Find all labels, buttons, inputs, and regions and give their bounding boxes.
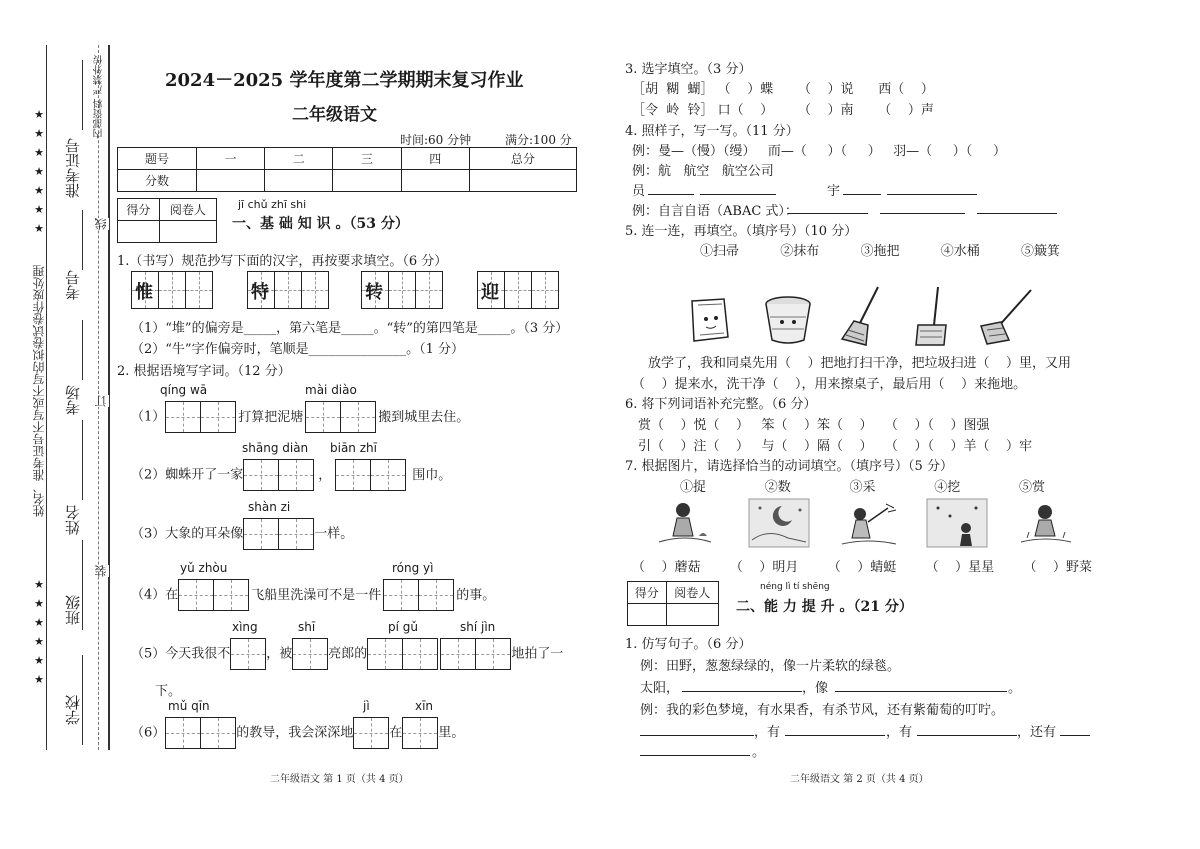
q2-3-post: 一样。: [314, 526, 354, 542]
q7-blank[interactable]: （ ）星星: [925, 560, 995, 575]
answer-grid[interactable]: [335, 459, 406, 491]
score-cell[interactable]: [333, 170, 401, 192]
q4-row2: 例：航 航空 航空公司: [632, 164, 774, 179]
q2-2-post: 围巾。: [412, 467, 452, 483]
answer-line[interactable]: [835, 691, 1007, 692]
section2-title: 二、能 力 提 升 。（21 分）: [736, 599, 913, 615]
sidebar-school-label: 学校: [64, 695, 82, 725]
class-field[interactable]: [82, 540, 83, 630]
q7-option: ⑤赏: [1018, 480, 1045, 495]
score-table: [117, 147, 577, 192]
pinyin: pí gǔ: [388, 620, 418, 634]
q7-blank[interactable]: （ ）蜻蜓: [827, 560, 897, 575]
grader-box-1: [117, 198, 217, 243]
copy-grid[interactable]: [158, 271, 186, 309]
score-table-header: 总分: [469, 148, 576, 170]
score-cell[interactable]: [197, 170, 265, 192]
answer-line[interactable]: [648, 194, 694, 195]
page1-subtitle: 二年级语文: [292, 105, 377, 125]
answer-line[interactable]: [1060, 735, 1090, 736]
q2-1-row: [131, 401, 469, 433]
q2-1-post: 搬到城里去住。: [378, 409, 470, 425]
q7-text: 7. 根据图片，请选择恰当的动词填空。（填序号）（5 分）: [625, 459, 953, 474]
answer-grid[interactable]: [243, 459, 314, 491]
page1-title: 2024－2025 学年度第二学期期末复习作业: [165, 70, 524, 91]
q4-row3-a: 员: [632, 184, 646, 199]
grader-reviewer-cell[interactable]: [159, 221, 216, 243]
q1-char-row: [131, 271, 571, 311]
model-char: 转: [365, 282, 383, 303]
q7-blank[interactable]: （ ）蘑菇: [632, 560, 701, 575]
answer-grid[interactable]: [367, 638, 438, 670]
sidebar-name-label: 姓名: [64, 505, 82, 535]
answer-line[interactable]: [640, 755, 750, 756]
q2-2-row: [131, 459, 451, 491]
q2-5-post2: 下。: [155, 684, 182, 699]
q3-row2: ［令 岭 铃］ 口（ ） （ ）南 （ ）声: [632, 103, 934, 118]
girl-picking-mushroom-icon: [655, 498, 715, 548]
answer-grid[interactable]: [165, 717, 236, 749]
pinyin: xìng: [232, 620, 258, 634]
q4-text: 4. 照样子，写一写。（11 分）: [625, 124, 799, 139]
p1-fill-2b: ，有: [886, 725, 913, 740]
score-table-header: 三: [333, 148, 401, 170]
q2-3-row: [131, 518, 353, 550]
star-column-top: ★ ★ ★ ★ ★ ★ ★: [34, 108, 44, 235]
pinyin: shī: [298, 620, 316, 634]
pinyin: biān zhī: [330, 441, 377, 455]
copy-grid[interactable]: [388, 271, 416, 309]
q5-option: ⑤簸箕: [1020, 244, 1060, 259]
bucket-icon: [760, 292, 816, 348]
q1-b-text: （2）“牛”字作偏旁时，笔顺是_______________。（1 分）: [131, 342, 464, 357]
sidebar-notice: 姓名、准考证号不写或不写的拟卷试卷作废处理: [32, 265, 46, 517]
grader-score-cell[interactable]: [118, 221, 160, 243]
q4-row4: 例：自言自语（ABAC 式）：: [632, 204, 798, 219]
answer-grid[interactable]: [292, 638, 328, 670]
pinyin: róng yì: [392, 561, 434, 575]
score-cell[interactable]: [265, 170, 333, 192]
p1-text: 1. 仿写句子。（6 分）: [625, 637, 752, 652]
q5-option: ④水桶: [940, 244, 980, 259]
copy-grid[interactable]: [185, 271, 213, 309]
q7-option: ①捉: [680, 480, 707, 495]
answer-grid[interactable]: [353, 717, 389, 749]
q2-2-mid: ，: [318, 467, 332, 483]
answer-line[interactable]: [977, 213, 1057, 214]
p1-fill-1a: 太阳，: [640, 681, 680, 696]
broom-icon: [838, 285, 888, 347]
q2-6-post: 里。: [438, 725, 465, 741]
copy-grid[interactable]: [504, 271, 532, 309]
page2-footer: 二年级语文 第 2 页（共 4 页）: [790, 774, 929, 785]
answer-line[interactable]: [788, 213, 868, 214]
score-table-header: 四: [401, 148, 469, 170]
q7-option: ②数: [764, 480, 791, 495]
q2-5-prefix: （5）今天我很不: [131, 646, 231, 662]
q2-4-prefix: （4）在: [131, 587, 179, 603]
q2-4-mid: 飞船里洗澡可不是一件: [251, 587, 382, 603]
top-right-notice: 内部资料 严禁外传: [94, 55, 105, 139]
pinyin: shí jìn: [460, 620, 496, 634]
grader-reviewer-label: 阅卷人: [666, 582, 719, 604]
p1-fill-1b: ，像: [802, 681, 829, 696]
q1-a-text: （1）“堆”的偏旁是_____，第六笔是_____。“转”的第四笔是_____。（3 分）: [131, 321, 569, 336]
q2-6-mid: 的教导，我会深深地: [236, 725, 354, 741]
pinyin: jì: [363, 699, 370, 713]
copy-grid: [477, 271, 505, 309]
ticket-field[interactable]: [82, 60, 83, 130]
p1-fill-2c: ，还有: [1017, 725, 1057, 740]
grader-score-cell[interactable]: [628, 604, 667, 626]
q3-row1: ［胡 糊 蝴］ （ ）蝶 （ ）说 西（ ）: [632, 82, 934, 97]
copy-grid[interactable]: [301, 271, 329, 309]
grader-box-2: [627, 581, 719, 626]
q5-options: [700, 240, 1060, 259]
q7-blank[interactable]: （ ）明月: [729, 560, 799, 575]
page1-full-score: 满分:100 分: [505, 133, 572, 147]
answer-line[interactable]: [917, 735, 1017, 736]
cloth-icon: [684, 295, 734, 345]
q5-option: ①扫帚: [700, 244, 740, 259]
answer-grid[interactable]: [178, 579, 249, 611]
grader-reviewer-label: 阅卷人: [159, 199, 216, 221]
answer-grid[interactable]: [243, 518, 314, 550]
q6-text: 6. 将下列词语补充完整。（6 分）: [625, 397, 817, 412]
q7-option: ③采: [849, 480, 876, 495]
score-table-header: 一: [197, 148, 265, 170]
answer-grid[interactable]: [230, 638, 266, 670]
score-cell[interactable]: [469, 170, 576, 192]
q7-blank[interactable]: （ ）野菜: [1023, 560, 1092, 575]
q6-row1: 赏（ ）悦（ ） 笨（ ）笨（ ） （ ）（ ）图强: [638, 418, 990, 433]
q6-row2: 引（ ）注（ ） 与（ ）隔（ ） （ ）（ ）羊（ ）牢: [638, 439, 1032, 454]
q2-5-row: [131, 638, 563, 670]
pinyin: mài diào: [305, 383, 357, 397]
q2-1-mid: 打算把泥塘: [238, 409, 304, 425]
pinyin: qíng wā: [160, 383, 208, 397]
girl-digging-herbs-icon: [1015, 498, 1075, 548]
q2-6-row: [131, 717, 464, 749]
answer-grid[interactable]: [402, 717, 438, 749]
answer-line[interactable]: [640, 735, 754, 736]
p1-example-1: 例：田野，葱葱绿绿的，像一片柔软的绿毯。: [640, 659, 901, 674]
answer-line[interactable]: [880, 213, 965, 214]
counting-stars-icon: [926, 498, 988, 548]
q5-option: ③拖把: [860, 244, 900, 259]
q2-4-post: 的事。: [456, 587, 496, 603]
binding-xian: 线: [94, 218, 108, 230]
sidebar-class-label: 班级: [64, 595, 82, 625]
q2-6-mid2: 在: [389, 725, 403, 741]
model-char: 特: [251, 282, 269, 303]
model-char: 惟: [135, 282, 153, 303]
answer-grid[interactable]: [440, 638, 511, 670]
p1-fill-1c: 。: [1008, 681, 1022, 696]
q2-2-prefix: （2）蜘蛛开了一家: [131, 467, 244, 483]
section1-pinyin: jī chǔ zhī shi: [238, 198, 307, 211]
q1-text: 1.（书写）规范抄写下面的汉字，再按要求填空。（6 分）: [117, 254, 448, 269]
copy-grid[interactable]: [274, 271, 302, 309]
answer-line[interactable]: [682, 691, 802, 692]
copy-grid: [361, 271, 389, 309]
q4-row3-b: 宇: [827, 184, 841, 199]
answer-grid[interactable]: [383, 579, 454, 611]
pinyin: yǔ zhòu: [180, 561, 228, 575]
exam-no-field[interactable]: [82, 210, 83, 270]
answer-line[interactable]: [700, 194, 776, 195]
p1-fill-2d: 。: [752, 745, 766, 760]
grader-reviewer-cell[interactable]: [666, 604, 719, 626]
score-table-header: 二: [265, 148, 333, 170]
q5-fill-1: 放学了，我和同桌先用（ ）把地打扫干净，把垃圾扫进（ ）里，又用: [648, 356, 1072, 371]
q2-1-prefix: （1）: [131, 409, 166, 425]
copy-grid: [131, 271, 159, 309]
sidebar-exam-no-label: 考号: [64, 270, 82, 300]
binding-zhuang: 装: [94, 565, 108, 577]
copy-grid[interactable]: [531, 271, 559, 309]
pinyin: shāng diàn: [242, 441, 309, 455]
q5-fill-2: （ ）提来水，洗干净（ ），用来擦桌子，最后用（ ）来拖地。: [632, 377, 1027, 392]
boy-catching-dragonfly-icon: [838, 498, 898, 548]
q4-row1: 例：曼—（慢）（缦） 而—（ ）（ ） 羽—（ ）（ ）: [632, 144, 1006, 159]
sidebar-exam-room-label: 考场: [64, 385, 82, 415]
p1-example-2: 例：我的彩色梦境，有水果香，有杀节风，还有紫葡萄的叮咛。: [640, 703, 1005, 718]
copy-grid: [247, 271, 275, 309]
q2-6-prefix: （6）: [131, 725, 166, 741]
star-column-bottom: ★ ★ ★ ★ ★ ★: [34, 578, 44, 686]
exam-room-field[interactable]: [82, 320, 83, 380]
score-table-header: 题号: [118, 148, 197, 170]
grader-score-label: 得分: [628, 582, 667, 604]
school-field[interactable]: [82, 655, 83, 745]
q2-text: 2. 根据语境写字词。（12 分）: [117, 364, 291, 379]
answer-grid[interactable]: [305, 401, 376, 433]
answer-line[interactable]: [843, 194, 881, 195]
q2-4-row: [131, 579, 495, 611]
sidebar-ticket-label: 准考证号: [64, 138, 82, 198]
grader-score-label: 得分: [118, 199, 160, 221]
q5-text: 5. 连一连，再填空。（填序号）（10 分）: [625, 224, 858, 239]
page1-footer: 二年级语文 第 1 页（共 4 页）: [270, 774, 409, 785]
answer-line[interactable]: [785, 735, 885, 736]
section1-title: 一、基 础 知 识 。（53 分）: [232, 216, 409, 232]
pinyin: mǔ qīn: [168, 699, 210, 713]
q2-3-prefix: （3）大象的耳朵像: [131, 526, 244, 542]
q7-option: ④挖: [934, 480, 961, 495]
q3-text: 3. 选字填空。（3 分）: [625, 62, 752, 77]
name-field[interactable]: [82, 420, 83, 500]
q7-options: [680, 476, 1045, 495]
answer-grid[interactable]: [165, 401, 236, 433]
dustpan-icon: [910, 285, 950, 347]
binding-ding: 订: [94, 395, 108, 407]
score-table-label: 分数: [118, 170, 197, 192]
section2-pinyin: néng lì tí shēng: [760, 582, 830, 592]
model-char: 迎: [481, 282, 499, 303]
answer-line[interactable]: [887, 194, 977, 195]
q5-option: ②抹布: [780, 244, 820, 259]
moon-night-icon: [748, 498, 810, 548]
q2-5-mid2: 亮郎的: [328, 646, 368, 662]
pinyin: shàn zi: [248, 500, 291, 514]
q2-5-mid: ，被: [266, 646, 293, 662]
copy-grid[interactable]: [415, 271, 443, 309]
page1-time: 时间:60 分钟: [400, 133, 472, 147]
score-cell[interactable]: [401, 170, 469, 192]
mop-icon: [975, 288, 1035, 346]
q7-blanks: [632, 556, 1092, 575]
q2-5-post: 地拍了一: [511, 646, 564, 662]
pinyin: xīn: [415, 699, 434, 713]
p1-fill-2a: ，有: [754, 725, 781, 740]
